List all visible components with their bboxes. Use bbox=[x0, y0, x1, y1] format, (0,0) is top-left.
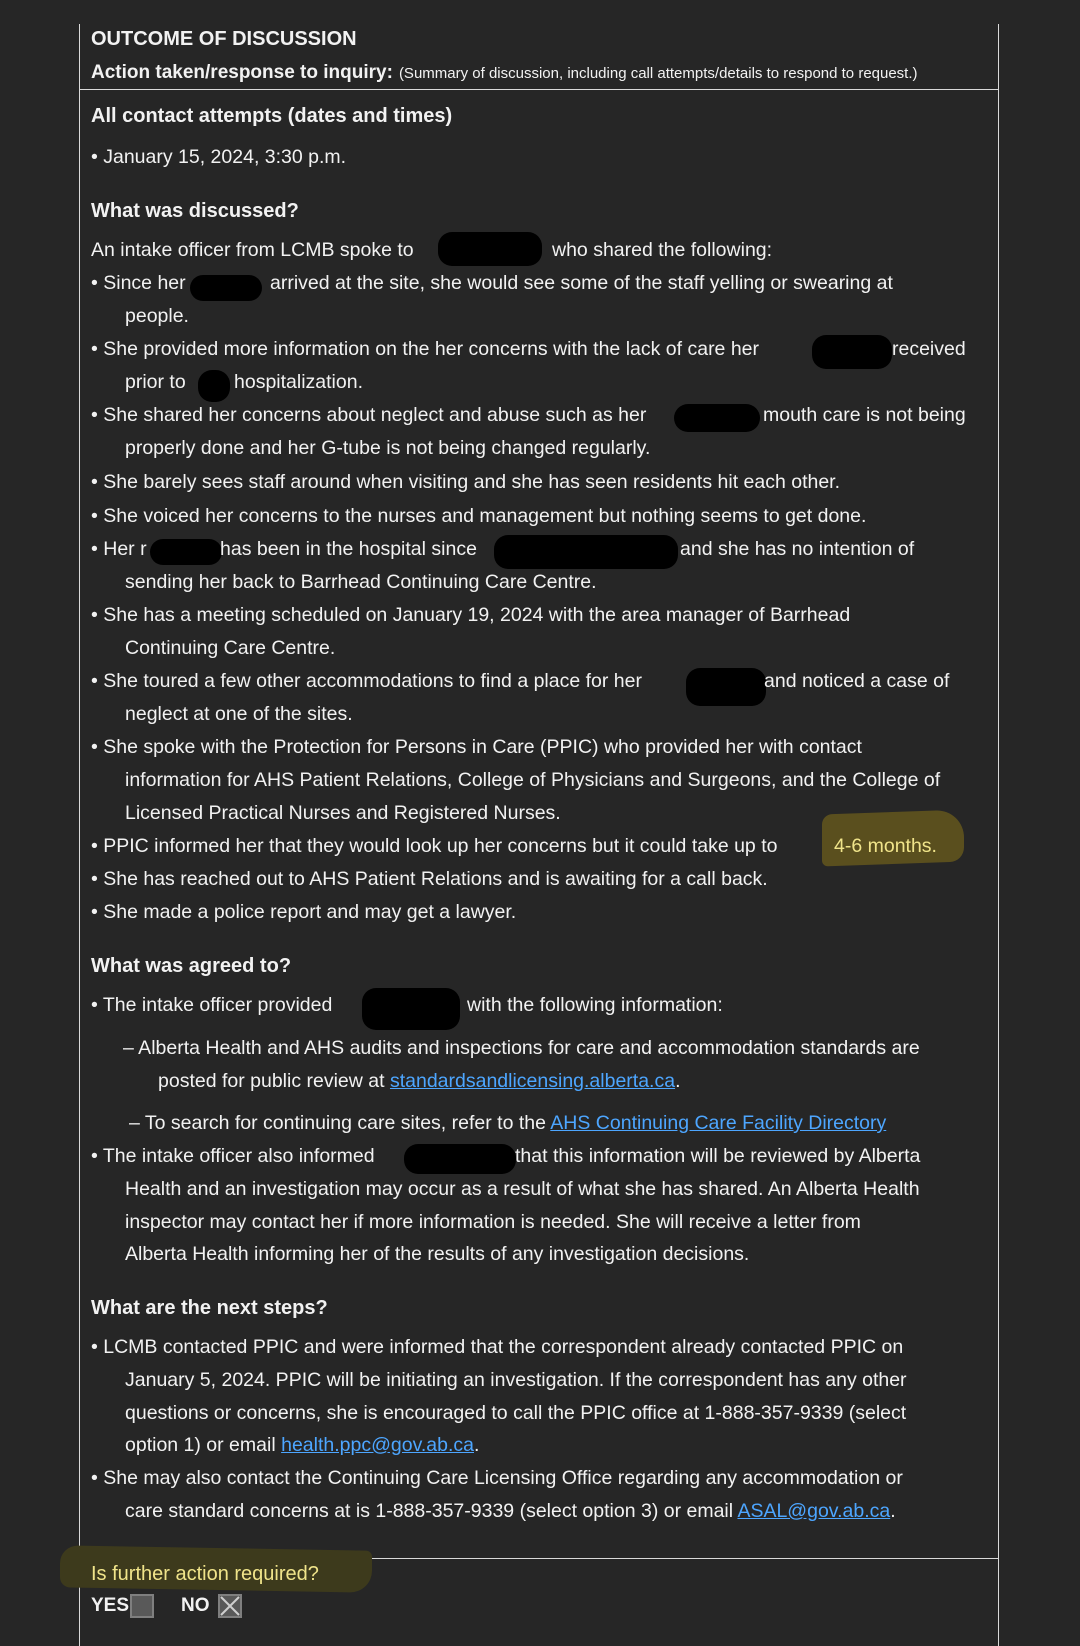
contact-item: • January 15, 2024, 3:30 p.m. bbox=[91, 146, 347, 168]
agreed-sub-1-text: posted for public review at bbox=[158, 1070, 385, 1092]
highlighted-timeframe: 4-6 months. bbox=[834, 835, 937, 857]
discussed-bullet-2-wrap-end: hospitalization. bbox=[234, 371, 363, 393]
next-bullet-1-wrap: January 5, 2024. PPIC will be initiating an investigation. If the correspondent has any other bbox=[125, 1369, 907, 1391]
contact-heading: All contact attempts (dates and times) bbox=[91, 105, 453, 127]
agreed-bullet-2-wrap-2: inspector may contact her if more information is needed. She will receive a letter from bbox=[125, 1211, 861, 1233]
discussed-bullet-6-end: and she has no intention of bbox=[680, 538, 915, 560]
discussed-bullet-12: • She made a police report and may get a lawyer. bbox=[91, 901, 517, 923]
discussed-bullet-2: • She provided more information on the her concerns with the lack of care her bbox=[91, 338, 760, 360]
discussed-bullet-4: • She barely sees staff around when visiting and she has seen residents hit each other. bbox=[91, 471, 841, 493]
discussed-bullet-1: • Since her bbox=[91, 272, 186, 294]
redaction-mark bbox=[686, 668, 766, 706]
agreed-sub-1-period: . bbox=[675, 1070, 681, 1092]
discussed-bullet-3-cont: mouth care is not being bbox=[763, 404, 966, 426]
action-label: Action taken/response to inquiry: bbox=[91, 62, 393, 83]
next-bullet-1-period: . bbox=[474, 1434, 480, 1456]
standards-link[interactable]: standardsandlicensing.alberta.ca bbox=[389, 1070, 676, 1092]
redaction-mark bbox=[494, 535, 678, 569]
redaction-mark bbox=[190, 275, 262, 301]
yes-label: YES bbox=[91, 1595, 130, 1616]
action-heading bbox=[91, 62, 918, 84]
asal-email-link[interactable]: ASAL@gov.ab.ca bbox=[737, 1500, 891, 1522]
discussed-bullet-2-wrap: prior to bbox=[125, 371, 186, 393]
facility-directory-link[interactable]: AHS Continuing Care Facility Directory bbox=[550, 1112, 887, 1134]
discussed-heading: What was discussed? bbox=[91, 200, 299, 222]
discussed-bullet-9-wrap: information for AHS Patient Relations, College of Physicians and Surgeons, and the College of bbox=[125, 769, 941, 791]
agreed-bullet-1: • The intake officer provided bbox=[91, 994, 333, 1016]
discussed-bullet-9: • She spoke with the Protection for Persons in Care (PPIC) who provided her with contact bbox=[91, 736, 862, 758]
next-bullet-2-period: . bbox=[890, 1500, 896, 1522]
ppc-email-link[interactable]: health.ppc@gov.ab.ca bbox=[281, 1434, 474, 1456]
agreed-bullet-2-cont: that this information will be reviewed by Alberta bbox=[515, 1145, 921, 1167]
discussed-bullet-10: • PPIC informed her that they would look up her concerns but it could take up to bbox=[91, 835, 778, 857]
next-bullet-1-wrap-3 bbox=[125, 1434, 479, 1457]
discussed-bullet-8-wrap: neglect at one of the sites. bbox=[125, 703, 353, 725]
next-bullet-2-wrap bbox=[125, 1500, 896, 1523]
redaction-mark bbox=[150, 539, 222, 565]
discussed-bullet-7: • She has a meeting scheduled on January 19, 2024 with the area manager of Barrhead bbox=[91, 604, 851, 626]
discussed-bullet-3: • She shared her concerns about neglect and abuse such as her bbox=[91, 404, 647, 426]
no-checkbox[interactable] bbox=[218, 1594, 242, 1618]
discussed-bullet-1-wrap: people. bbox=[125, 305, 189, 327]
discussed-bullet-7-wrap: Continuing Care Centre. bbox=[125, 637, 336, 659]
discussed-bullet-8: • She toured a few other accommodations to find a place for her bbox=[91, 670, 642, 692]
redaction-mark bbox=[404, 1144, 516, 1174]
section-divider bbox=[79, 89, 999, 90]
agreed-bullet-2-wrap-3: Alberta Health informing her of the results of any investigation decisions. bbox=[125, 1243, 750, 1265]
next-steps-heading: What are the next steps? bbox=[91, 1297, 328, 1319]
redaction-mark bbox=[198, 370, 230, 402]
next-bullet-2-text: care standard concerns at is 1-888-357-9339 (select option 3) or email bbox=[125, 1500, 734, 1522]
discussed-bullet-6-cont: has been in the hospital since bbox=[220, 538, 477, 560]
section-title: OUTCOME OF DISCUSSION bbox=[91, 28, 357, 50]
yes-checkbox[interactable] bbox=[130, 1594, 154, 1618]
agreed-sub-1: – Alberta Health and AHS audits and inspections for care and accommodation standards are bbox=[123, 1037, 920, 1059]
discussed-intro-end: who shared the following: bbox=[552, 239, 773, 261]
agreed-sub-1-wrap bbox=[158, 1070, 681, 1093]
action-note: (Summary of discussion, including call attempts/details to respond to request.) bbox=[398, 65, 918, 82]
discussed-bullet-11: • She has reached out to AHS Patient Relations and is awaiting for a call back. bbox=[91, 868, 768, 890]
agreed-sub-2-text: – To search for continuing care sites, refer to the bbox=[129, 1112, 546, 1134]
discussed-bullet-1-cont: arrived at the site, she would see some of the staff yelling or swearing at bbox=[270, 272, 893, 294]
redaction-mark bbox=[674, 404, 760, 432]
discussed-intro-start: An intake officer from LCMB spoke to bbox=[91, 239, 414, 261]
next-bullet-1-wrap-2: questions or concerns, she is encouraged to call the PPIC office at 1-888-357-9339 (select bbox=[125, 1402, 907, 1424]
no-label: NO bbox=[181, 1595, 210, 1616]
agreed-sub-2 bbox=[129, 1112, 886, 1135]
checkbox-x-icon bbox=[220, 1596, 240, 1616]
discussed-bullet-8-cont: and noticed a case of bbox=[764, 670, 950, 692]
agreed-bullet-2: • The intake officer also informed bbox=[91, 1145, 375, 1167]
discussed-bullet-5: • She voiced her concerns to the nurses and management but nothing seems to get done. bbox=[91, 505, 867, 527]
agreed-heading: What was agreed to? bbox=[91, 955, 292, 977]
agreed-bullet-2-wrap: Health and an investigation may occur as a result of what she has shared. An Alberta Health bbox=[125, 1178, 920, 1200]
next-bullet-1-text: option 1) or email bbox=[125, 1434, 276, 1456]
discussed-bullet-2-cont: received bbox=[892, 338, 966, 360]
discussed-bullet-6-wrap: sending her back to Barrhead Continuing Care Centre. bbox=[125, 571, 597, 593]
next-bullet-1: • LCMB contacted PPIC and were informed that the correspondent already contacted PPIC on bbox=[91, 1336, 904, 1358]
discussed-bullet-6: • Her r bbox=[91, 538, 147, 560]
further-action-question: Is further action required? bbox=[91, 1563, 319, 1585]
agreed-bullet-1-cont: with the following information: bbox=[467, 994, 723, 1016]
discussed-bullet-3-wrap: properly done and her G-tube is not being changed regularly. bbox=[125, 437, 651, 459]
redaction-mark bbox=[362, 988, 460, 1030]
discussed-bullet-9-wrap-2: Licensed Practical Nurses and Registered Nurses. bbox=[125, 802, 561, 824]
next-bullet-2: • She may also contact the Continuing Care Licensing Office regarding any accommodation or bbox=[91, 1467, 903, 1489]
redaction-mark bbox=[812, 335, 892, 369]
redaction-mark bbox=[438, 232, 542, 266]
